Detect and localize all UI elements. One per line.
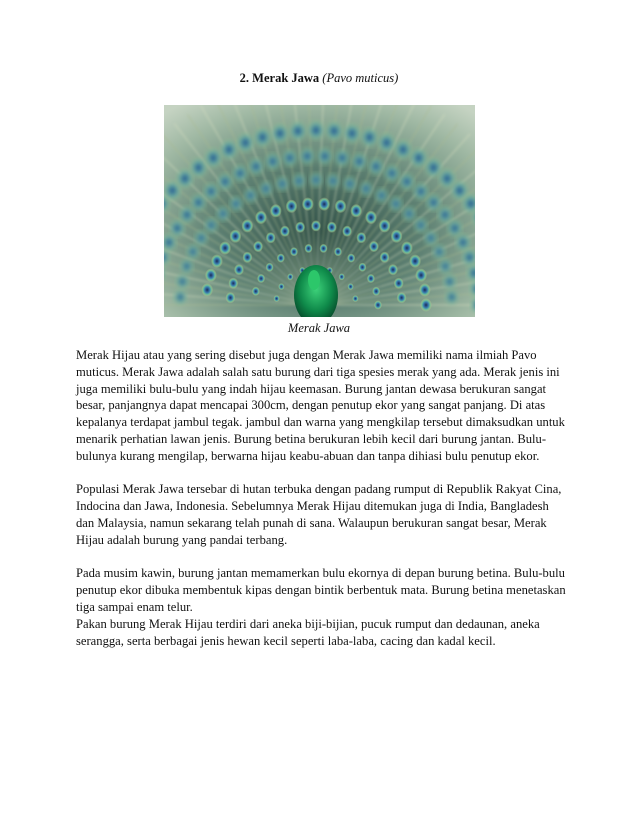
feather-eyespot — [286, 200, 297, 213]
text-line: tiga sampai enam telur. — [76, 599, 193, 614]
feather-eyespot — [420, 298, 431, 311]
feather-eyespot — [342, 226, 352, 237]
feather-eyespot — [384, 165, 399, 182]
feather-eyespot — [295, 222, 305, 233]
feather-eyespot — [320, 244, 328, 253]
feather-eyespot — [369, 158, 384, 175]
feather-eyespot — [266, 263, 274, 272]
feather-eyespot — [216, 206, 229, 221]
scientific-name: (Pavo muticus) — [322, 71, 399, 85]
feather-eyespot — [335, 200, 346, 213]
feather-eyespot — [378, 133, 395, 152]
feather-eyespot — [272, 124, 289, 143]
paragraph-1 — [76, 347, 566, 465]
feather-eyespot — [205, 148, 222, 167]
feather-eyespot — [230, 230, 241, 243]
feather-eyespot — [339, 273, 345, 280]
feather-eyespot — [327, 222, 337, 233]
feather-eyespot — [319, 198, 330, 211]
feather-eyespot — [237, 133, 254, 152]
feather-eyespot — [326, 173, 339, 188]
feather-eyespot — [221, 140, 238, 159]
feather-eyespot — [280, 226, 290, 237]
feather-eyespot — [391, 230, 402, 243]
feather-eyespot — [367, 274, 375, 283]
feather-eyespot — [266, 232, 276, 243]
feather-eyespot — [205, 269, 216, 282]
feather-eyespot — [176, 274, 189, 289]
feather-eyespot — [229, 278, 239, 289]
feather-eyespot — [334, 247, 342, 256]
feather-eyespot — [439, 259, 452, 274]
feather-eyespot — [292, 173, 305, 188]
feather-eyespot — [348, 283, 354, 290]
feather-eyespot — [357, 232, 367, 243]
feather-eyespot — [218, 173, 233, 190]
feather-eyespot — [369, 241, 379, 252]
feather-eyespot — [425, 158, 442, 177]
feather-eyespot — [276, 176, 289, 191]
feather-eyespot — [252, 287, 260, 296]
feather-eyespot — [254, 128, 271, 147]
feather-eyespot — [438, 206, 453, 223]
peacock-photo — [164, 105, 475, 317]
feather-eyespot — [409, 255, 420, 268]
feather-eyespot — [186, 244, 199, 259]
feather-eyespot — [242, 219, 253, 232]
feather-eyespot — [351, 204, 362, 217]
feather-eyespot — [287, 273, 293, 280]
feather-eyespot — [308, 121, 325, 140]
feather-eyespot — [433, 244, 446, 259]
feather-eyespot — [191, 194, 206, 211]
feather-eyespot — [219, 241, 230, 254]
feather-eyespot — [388, 264, 398, 275]
text-line: muticus. Merak Jawa adalah salah satu burung dari tiga spesies merak yang ada. Merak jenis ini — [76, 364, 560, 379]
feather-eyespot — [270, 204, 281, 217]
feather-eyespot — [399, 173, 414, 190]
feather-eyespot — [174, 290, 187, 305]
feather-eyespot — [177, 169, 194, 188]
feather-eyespot — [202, 283, 213, 296]
feather-eyespot — [389, 196, 402, 211]
feather-eyespot — [426, 194, 441, 211]
text-line: Indocina dan Jawa, Indonesia. Sebelumnya Merak Hijau ditemukan juga di India, Bangladesh — [76, 499, 549, 514]
feather-eyespot — [343, 176, 356, 191]
text-line: penutup ekor dibuka membentuk kipas dengan bintik berbentuk mata. Burung betina menetaskan — [76, 583, 566, 598]
feather-eyespot — [180, 206, 195, 223]
text-line: kepalanya terdapat jambul tegak. jambul dan warna yang mengkilap tersebut dimaksudkan untuk — [76, 415, 565, 430]
feather-eyespot — [205, 218, 218, 233]
feather-eyespot — [233, 165, 248, 182]
article-body — [76, 347, 566, 666]
paragraph-4 — [76, 616, 566, 650]
feather-eyespot — [410, 148, 427, 167]
feather-eyespot — [379, 219, 390, 232]
text-line: Pada musim kawin, burung jantan memamerkan bulu ekornya di depan burung betina. Bulu-bulu — [76, 566, 565, 581]
feather-eyespot — [352, 295, 358, 302]
feather-eyespot — [244, 188, 257, 203]
feather-eyespot — [234, 264, 244, 275]
feather-eyespot — [290, 247, 298, 256]
feather-eyespot — [414, 218, 427, 233]
feather-eyespot — [447, 220, 462, 237]
feather-eyespot — [290, 121, 307, 140]
feather-eyespot — [352, 153, 367, 170]
feather-eyespot — [204, 183, 219, 200]
feather-eyespot — [443, 274, 456, 289]
feather-eyespot — [424, 230, 437, 245]
text-line: besar, panjangnya dapat mencapai 300cm, dengan penutup ekor yang sangat panjang. Di atas — [76, 398, 546, 413]
text-line: bulunya kurang mengilap, berwarna hijau keabu-abuan dan tanpa dihiasi bulu penutup ekor. — [76, 448, 540, 463]
text-line: Merak Hijau atau yang sering disebut juga dengan Merak Jawa memiliki nama ilmiah Pavo — [76, 348, 537, 362]
feather-eyespot — [374, 301, 382, 310]
feather-eyespot — [309, 172, 322, 187]
feather-eyespot — [360, 181, 373, 196]
text-line: Pakan burung Merak Hijau terdiri dari aneka biji-bijian, pucuk rumput dan dedaunan, aneka — [76, 616, 540, 631]
feather-eyespot — [274, 295, 280, 302]
feather-eyespot — [365, 211, 376, 224]
image-caption: Merak Jawa — [287, 321, 351, 335]
feather-eyespot — [257, 274, 265, 283]
section-title: 2. Merak Jawa — [239, 71, 320, 85]
peacock-image — [164, 105, 475, 317]
feather-eyespot — [347, 254, 355, 263]
feather-eyespot — [403, 206, 416, 221]
feather-eyespot — [255, 211, 266, 224]
feather-eyespot — [302, 198, 313, 211]
feather-eyespot — [243, 252, 253, 263]
section-heading — [0, 70, 638, 86]
feather-eyespot — [317, 148, 332, 165]
feather-eyespot — [259, 181, 272, 196]
feather-eyespot — [375, 188, 388, 203]
feather-eyespot — [456, 234, 471, 251]
feather-eyespot — [211, 255, 222, 268]
feather-eyespot — [195, 230, 208, 245]
feather-eyespot — [395, 140, 412, 159]
feather-eyespot — [253, 241, 263, 252]
feather-eyespot — [394, 278, 404, 289]
text-line: Populasi Merak Jawa tersebar di hutan terbuka dengan padang rumput di Republik Rakyat Cina, — [76, 482, 562, 497]
feather-eyespot — [190, 158, 207, 177]
feather-eyespot — [419, 283, 430, 296]
feather-eyespot — [230, 196, 243, 211]
feather-eyespot — [445, 290, 458, 305]
feather-eyespot — [277, 254, 285, 263]
feather-eyespot — [326, 121, 343, 140]
feather-eyespot — [372, 287, 380, 296]
paragraph-2 — [76, 481, 566, 548]
feather-eyespot — [265, 153, 280, 170]
feather-eyespot — [282, 149, 297, 166]
feather-eyespot — [311, 220, 321, 231]
feather-eyespot — [249, 158, 264, 175]
feather-eyespot — [305, 244, 313, 253]
paragraph-3 — [76, 565, 566, 615]
text-line: juga memiliki bulu-bulu yang indah hijau keemasan. Burung jantan dewasa berukuran sangat — [76, 381, 547, 396]
feather-eyespot — [397, 292, 407, 303]
feather-eyespot — [344, 124, 361, 143]
text-line: menarik perhatian lawan jenis. Burung betina berukuran lebih kecil dari burung jantan. Bulu- — [76, 431, 547, 446]
feather-eyespot — [415, 269, 426, 282]
text-line: serangga, serta berbagai jenis hewan kecil seperti laba-laba, cacing dan kadal kecil. — [76, 633, 496, 648]
feather-eyespot — [170, 220, 185, 237]
feather-eyespot — [413, 183, 428, 200]
feather-eyespot — [180, 259, 193, 274]
feather-eyespot — [226, 292, 236, 303]
feather-eyespot — [278, 283, 284, 290]
text-line: dan Malaysia, namun sekarang telah punah di sana. Walaupun berukuran sangat besar, Merak — [76, 515, 547, 530]
feather-eyespot — [359, 263, 367, 272]
text-line: Hijau adalah burung yang pandai terbang. — [76, 532, 288, 547]
feather-eyespot — [380, 252, 390, 263]
feather-eyespot — [361, 128, 378, 147]
feather-eyespot — [401, 241, 412, 254]
feather-eyespot — [300, 148, 315, 165]
feather-eyespot — [335, 149, 350, 166]
